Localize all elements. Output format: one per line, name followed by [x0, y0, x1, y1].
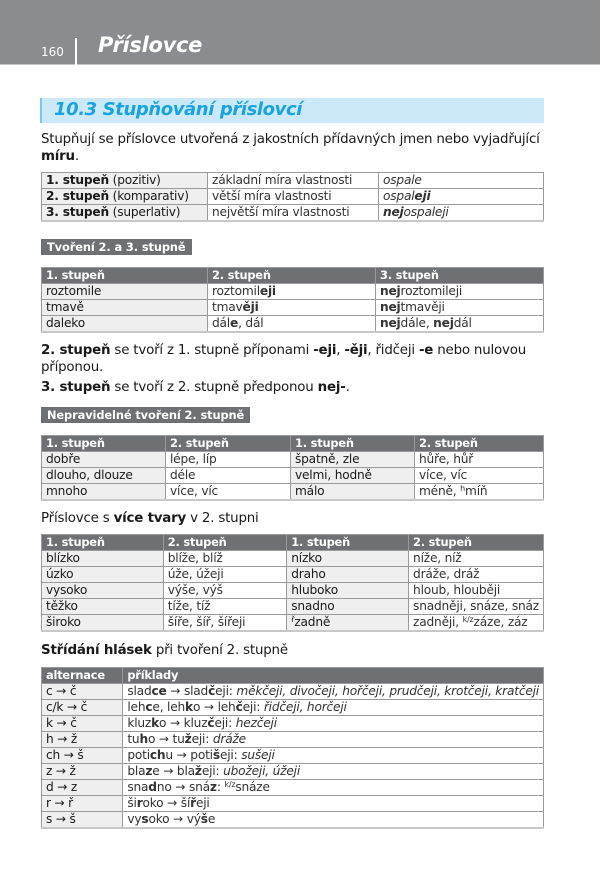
form: snadno [291, 599, 335, 613]
column-header: 1. stupeň [42, 268, 208, 284]
stem: dál [453, 316, 472, 330]
column-header: 2. stupeň [163, 535, 286, 551]
highlight: ž [184, 732, 192, 746]
degrees-table [41, 172, 544, 222]
table-row [42, 316, 544, 333]
comparative-cell [208, 300, 376, 316]
intro-text: Stupňují se příslovce utvořená z jakostních přídavných jmen nebo vyjadřující [41, 132, 540, 147]
chapter-title: Příslovce [98, 33, 203, 57]
examples-italic: sušeji [241, 748, 275, 762]
highlight: ř [190, 796, 196, 810]
page-header-band [0, 0, 600, 65]
stem: dál [212, 316, 230, 330]
multiple-forms-intro [41, 510, 259, 527]
text: eji: [215, 684, 237, 698]
prefix: nej [380, 284, 401, 298]
stem: roztomileji [400, 284, 463, 298]
examples-italic: řidčeji, horčeji [263, 700, 347, 714]
stem: tmavěji [400, 300, 445, 314]
example-bold [414, 189, 430, 203]
highlight: r [136, 796, 143, 810]
rule2-text-a: se tvoří z 2. stupně předponou [110, 380, 318, 395]
header-divider [75, 38, 77, 66]
rule1-suffix-2: -ěji [344, 343, 368, 358]
table-row [42, 748, 544, 764]
comparative-cell [409, 615, 544, 632]
text: sna [127, 780, 149, 794]
comparative-cell [415, 484, 544, 501]
example-bold [383, 205, 404, 219]
text: o → tu [147, 732, 185, 746]
text: o → leh [192, 700, 236, 714]
alternation-cell: ch → š [42, 748, 123, 764]
form: míň [465, 484, 488, 498]
highlight: š [212, 748, 220, 762]
degree-name: (pozitiv) [108, 173, 161, 187]
column-header: 2. stupeň [415, 436, 544, 452]
highlight: š [200, 812, 208, 826]
rule2-text-b: . [345, 380, 350, 395]
positive-cell: mnoho [42, 484, 166, 501]
example-cell [379, 189, 544, 205]
multiple-intro-bold: více tvary [113, 511, 187, 526]
alternation-cell: d → z [42, 780, 123, 796]
page-number: 160 [41, 45, 64, 59]
suffix: e [230, 316, 239, 330]
rule2-prefix: nej- [317, 380, 346, 395]
text: → slad [166, 684, 209, 698]
stem: roztomil [212, 284, 260, 298]
degree-cell [42, 205, 208, 222]
table-row [42, 780, 544, 796]
text: eji: [201, 764, 224, 778]
degree-cell [42, 173, 208, 189]
degree-name: (superlativ) [108, 205, 181, 219]
positive-cell: vysoko [42, 583, 164, 599]
rule-line-1 [41, 342, 546, 376]
positive-cell: široko [42, 615, 164, 632]
table-row [42, 732, 544, 748]
form: snadněji, snáze, snáz [413, 599, 539, 613]
text: snáze [235, 780, 270, 794]
form: záze, záz [473, 615, 528, 629]
positive-cell [287, 615, 409, 632]
examples-cell [123, 748, 544, 764]
highlight: ce [151, 684, 167, 698]
table-row [42, 615, 544, 632]
table-row [42, 468, 544, 484]
multiple-intro-b: v 2. stupni [186, 511, 259, 526]
text: eji [195, 796, 210, 810]
text: eji: [214, 716, 236, 730]
highlight: z [209, 780, 217, 794]
comparative-cell [415, 452, 544, 468]
alternation-table [41, 667, 544, 829]
highlight: z [145, 764, 153, 778]
rule1-text-c: , řidčeji [367, 343, 419, 358]
positive-cell: dlouho, dlouze [42, 468, 166, 484]
positive-cell: roztomile [42, 284, 208, 300]
text: o → kluz [159, 716, 208, 730]
column-header: 1. stupeň [291, 436, 415, 452]
rule1-suffix-3: -e [418, 343, 434, 358]
text: kluz [127, 716, 152, 730]
table-row [42, 700, 544, 716]
comparative-cell: blíže, blíž [163, 551, 286, 567]
text: e [207, 812, 216, 826]
degree-name: (komparativ) [108, 189, 189, 203]
rule1-suffix-1: -eji [313, 343, 337, 358]
prefix: nej [433, 316, 454, 330]
form: hloub, hlouběji [413, 583, 501, 597]
alternation-intro-bold: Střídání hlásek [41, 643, 152, 658]
table-row [42, 812, 544, 829]
positive-cell [287, 551, 409, 567]
multiple-intro-a: Příslovce s [41, 511, 114, 526]
text: poti [127, 748, 150, 762]
column-header: 2. stupeň [409, 535, 544, 551]
superlative-cell [376, 300, 544, 316]
formation-tag: Tvoření 2. a 3. stupně [41, 239, 192, 255]
register-mark: k/z [224, 780, 236, 789]
positive-cell: málo [291, 484, 415, 501]
comparative-cell: více, víc [166, 484, 291, 501]
text: vy [127, 812, 142, 826]
intro-end: . [74, 149, 79, 164]
section-heading [40, 98, 544, 123]
rule1-term: 2. stupeň [41, 343, 111, 358]
positive-cell [287, 599, 409, 615]
text: e, leh [152, 700, 186, 714]
examples-italic: dráže [212, 732, 246, 746]
highlight: č [207, 716, 215, 730]
alternation-cell: c/k → č [42, 700, 123, 716]
prefix: nej [380, 316, 401, 330]
intro-paragraph [41, 131, 551, 165]
example-cell [379, 205, 544, 222]
examples-cell [123, 764, 544, 780]
positive-cell: těžko [42, 599, 164, 615]
meaning-cell: větší míra vlastnosti [208, 189, 379, 205]
highlight: č [235, 700, 243, 714]
suffix: ěji [242, 300, 259, 314]
column-header: 3. stupeň [376, 268, 544, 284]
multiple-forms-table [41, 534, 544, 632]
form: zadněji, [413, 615, 463, 629]
comparative-cell [409, 551, 544, 567]
table-row [42, 300, 544, 316]
superlative-cell [376, 316, 544, 333]
table-row [42, 599, 544, 615]
degree-cell [42, 189, 208, 205]
table-row [42, 796, 544, 812]
text: leh [127, 700, 146, 714]
form: hluboko [291, 583, 338, 597]
examples-cell [123, 716, 544, 732]
stem: dále, [400, 316, 434, 330]
form: více, víc [419, 468, 468, 482]
alternation-cell: r → ř [42, 796, 123, 812]
examples-cell [123, 684, 544, 700]
examples-cell [123, 812, 544, 829]
comparative-cell [208, 284, 376, 300]
positive-cell: úzko [42, 567, 164, 583]
form: níže, níž [413, 551, 462, 565]
meaning-cell: největší míra vlastnosti [208, 205, 379, 222]
table-row [42, 452, 544, 468]
alternation-cell: k → č [42, 716, 123, 732]
table-row [42, 205, 544, 222]
example-text: ospaleji [403, 205, 449, 219]
examples-italic: ubožeji, úžeji [223, 764, 301, 778]
intro-bold: míru [41, 149, 75, 164]
rule1-text-d: nebo nulovou příponou. [41, 343, 527, 375]
comparative-cell [208, 316, 376, 333]
comparative-cell: tíže, tíž [163, 599, 286, 615]
formation-table [41, 267, 544, 333]
rule1-text-b: , [336, 343, 345, 358]
comparative-cell [409, 599, 544, 615]
highlight: ž [194, 764, 202, 778]
positive-cell: blízko [42, 551, 164, 567]
column-header: 1. stupeň [42, 436, 166, 452]
section-title: 10.3 Stupňování příslovcí [54, 99, 303, 120]
comparative-cell [415, 468, 544, 484]
comparative-cell: déle [166, 468, 291, 484]
alternation-cell: c → č [42, 684, 123, 700]
irregular-tag: Nepravidelné tvoření 2. stupně [41, 407, 250, 423]
highlight: k [151, 716, 160, 730]
positive-cell: dobře [42, 452, 166, 468]
text: eji: [242, 700, 264, 714]
comparative-cell: úže, úžeji [163, 567, 286, 583]
degree-label: 1. stupeň [46, 173, 109, 187]
positive-cell [287, 567, 409, 583]
example-cell [379, 173, 544, 189]
form: hůře, hůř [419, 452, 474, 466]
form: méně, [419, 484, 461, 498]
alternation-cell: s → š [42, 812, 123, 829]
table-row [42, 551, 544, 567]
register-mark: ř [291, 615, 295, 624]
rule1-text-a: se tvoří z 1. stupně příponami [110, 343, 314, 358]
table-row [42, 484, 544, 501]
stem: tmav [212, 300, 243, 314]
column-header: příklady [123, 668, 544, 684]
text: bla [127, 764, 146, 778]
comparative-cell: výše, výš [163, 583, 286, 599]
example-text: ospale [383, 173, 422, 187]
positive-cell: špatně, zle [291, 452, 415, 468]
table-row [42, 567, 544, 583]
comparative-cell [409, 583, 544, 599]
text: u → poti [165, 748, 213, 762]
highlight: c [145, 700, 153, 714]
column-header: alternace [42, 668, 123, 684]
column-header: 1. stupeň [287, 535, 409, 551]
table-row [42, 189, 544, 205]
text: ši [127, 796, 137, 810]
text: eji: [219, 748, 242, 762]
form: nízko [291, 551, 322, 565]
alternation-cell: h → ž [42, 732, 123, 748]
highlight: s [141, 812, 149, 826]
positive-cell: velmi, hodně [291, 468, 415, 484]
irregular-table [41, 435, 544, 501]
prefix: nej [380, 300, 401, 314]
table-row [42, 716, 544, 732]
table-row [42, 284, 544, 300]
column-header: 2. stupeň [208, 268, 376, 284]
text: tu [127, 732, 140, 746]
examples-italic: hezčeji [235, 716, 277, 730]
form: zadně [294, 615, 331, 629]
register-mark: h [460, 484, 466, 493]
positive-cell: tmavě [42, 300, 208, 316]
example-text: ospal [383, 189, 415, 203]
rule-line-2 [41, 379, 350, 396]
text: oko → vý [148, 812, 201, 826]
text: slad [127, 684, 152, 698]
example-bold-text: eji [414, 189, 431, 203]
example-bold-text: nej [383, 205, 404, 219]
comparative-cell: lépe, líp [166, 452, 291, 468]
alternation-intro [41, 642, 288, 659]
table-row [42, 173, 544, 189]
degree-label: 2. stupeň [46, 189, 109, 203]
table-row [42, 583, 544, 599]
text: oko → ší [142, 796, 191, 810]
text: eji: [191, 732, 213, 746]
form: draho [291, 567, 326, 581]
form: dráže, dráž [413, 567, 480, 581]
degree-label: 3. stupeň [46, 205, 109, 219]
examples-cell [123, 780, 544, 796]
text: : [216, 780, 225, 794]
highlight: k [185, 700, 193, 714]
text: no → sná [156, 780, 210, 794]
suffix: eji [259, 284, 276, 298]
table-row [42, 764, 544, 780]
column-header: 2. stupeň [166, 436, 291, 452]
alternation-intro-rest: při tvoření 2. stupně [151, 643, 288, 658]
meaning-cell: základní míra vlastnosti [208, 173, 379, 189]
column-header: 1. stupeň [42, 535, 164, 551]
register-mark: k/z [462, 615, 474, 624]
text: e → bla [152, 764, 195, 778]
positive-cell [287, 583, 409, 599]
highlight: č [208, 684, 216, 698]
comparative-cell [409, 567, 544, 583]
examples-cell [123, 796, 544, 812]
stem: , dál [238, 316, 264, 330]
examples-cell [123, 732, 544, 748]
highlight: h [139, 732, 148, 746]
examples-cell [123, 700, 544, 716]
rule2-term: 3. stupeň [41, 380, 111, 395]
alternation-cell: z → ž [42, 764, 123, 780]
examples-italic: měkčeji, divočeji, hořčeji, prudčeji, krotčeji, kratčeji [236, 684, 539, 698]
table-row [42, 684, 544, 700]
comparative-cell: šíře, šíř, šířeji [163, 615, 286, 632]
superlative-cell [376, 284, 544, 300]
positive-cell: daleko [42, 316, 208, 333]
highlight: ch [149, 748, 166, 762]
highlight: d [148, 780, 157, 794]
